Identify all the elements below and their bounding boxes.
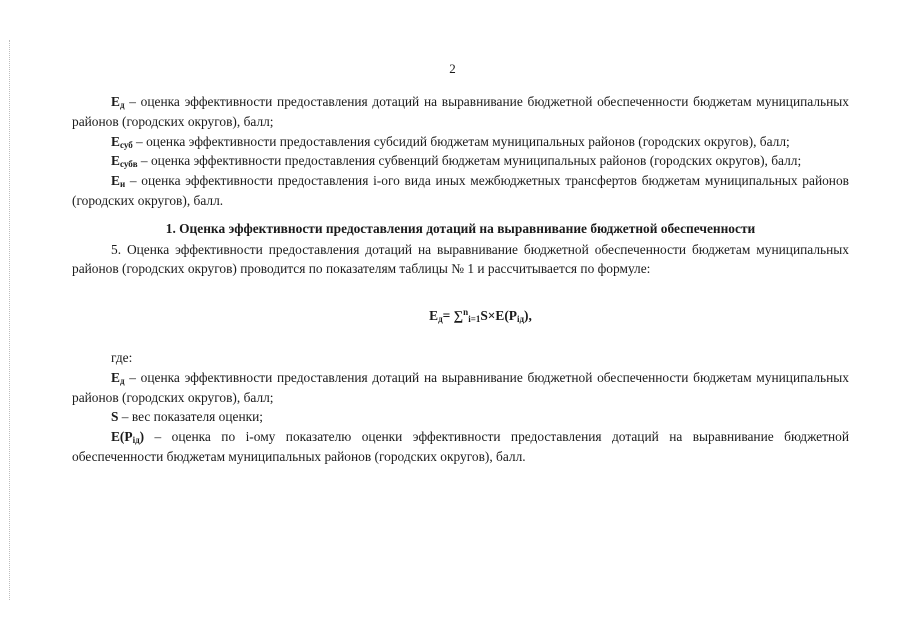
formula-sum: = ∑ [442,308,464,324]
formula-sum-upper: n [463,307,469,318]
definition-text: – оценка эффективности предоставления i-ого вида иных межбюджетных трансфертов бюджетам муниципальных районов (городских округов), балл. [72,173,849,208]
formula-tail: ), [524,308,532,324]
symbol: S [111,409,119,425]
paragraph-5: 5. Оценка эффективности предоставления дотаций на выравнивание бюджетной обеспеченности бюджетам муниципальных районов (городских округов) проводится по показателям таблицы № 1 и рассчитывается по формуле: [72,241,849,277]
document-body [72,92,849,467]
scan-edge-dots [9,40,10,600]
section-heading: 1. Оценка эффективности предоставления дотаций на выравнивание бюджетной обеспеченности [165,220,756,236]
formula [72,306,849,326]
symbol: E [111,369,120,385]
symbol: E [111,173,120,189]
definition-e-d-2 [72,368,849,408]
symbol-subscript: суб [119,139,133,150]
symbol: E [111,133,120,149]
definition-text: – оценка по i-ому показателю оценки эффективности предоставления дотаций на выравнивание бюджетной обеспеченности бюджетам муниципальных районов (городских округов), балл. [72,429,849,464]
definition-e-sub [72,132,849,152]
definition-e-p [72,427,849,467]
symbol-subscript: субв [119,159,138,170]
symbol-tail: ) [139,429,145,445]
page-number: 2 [449,61,456,76]
formula-lhs: E [429,308,439,324]
symbol: E [111,153,120,169]
formula-rhs: S×E(P [480,308,517,324]
symbol: E(P [111,429,133,445]
definition-text: – оценка эффективности предоставления дотаций на выравнивание бюджетной обеспеченности бюджетам муниципальных районов (городских округов), балл; [72,94,849,129]
definition-e-i [72,171,849,211]
symbol-subscript: д [119,100,125,110]
definition-text: – оценка эффективности предоставления субвенций бюджетам муниципальных районов (городских округов), балл; [137,153,802,169]
where-label: где: [111,349,133,365]
formula-lhs-subscript: д [438,314,443,325]
symbol-subscript: и [119,179,126,190]
formula-sum-lower: i=1 [468,314,481,325]
definition-text: – оценка эффективности предоставления дотаций на выравнивание бюджетной обеспеченности бюджетам муниципальных районов (городских округов), балл; [72,369,849,405]
definition-text: – вес показателя оценки; [118,409,263,425]
symbol: E [111,94,120,109]
definition-s [72,407,849,427]
formula-rhs-subscript: iд [516,314,525,325]
symbol-subscript: iд [132,435,140,446]
definition-text: – оценка эффективности предоставления субсидий бюджетам муниципальных районов (городских округов), балл; [132,133,790,149]
definition-e-subv [72,151,849,171]
symbol-subscript: д [119,375,125,386]
definition-e-d [72,92,849,132]
